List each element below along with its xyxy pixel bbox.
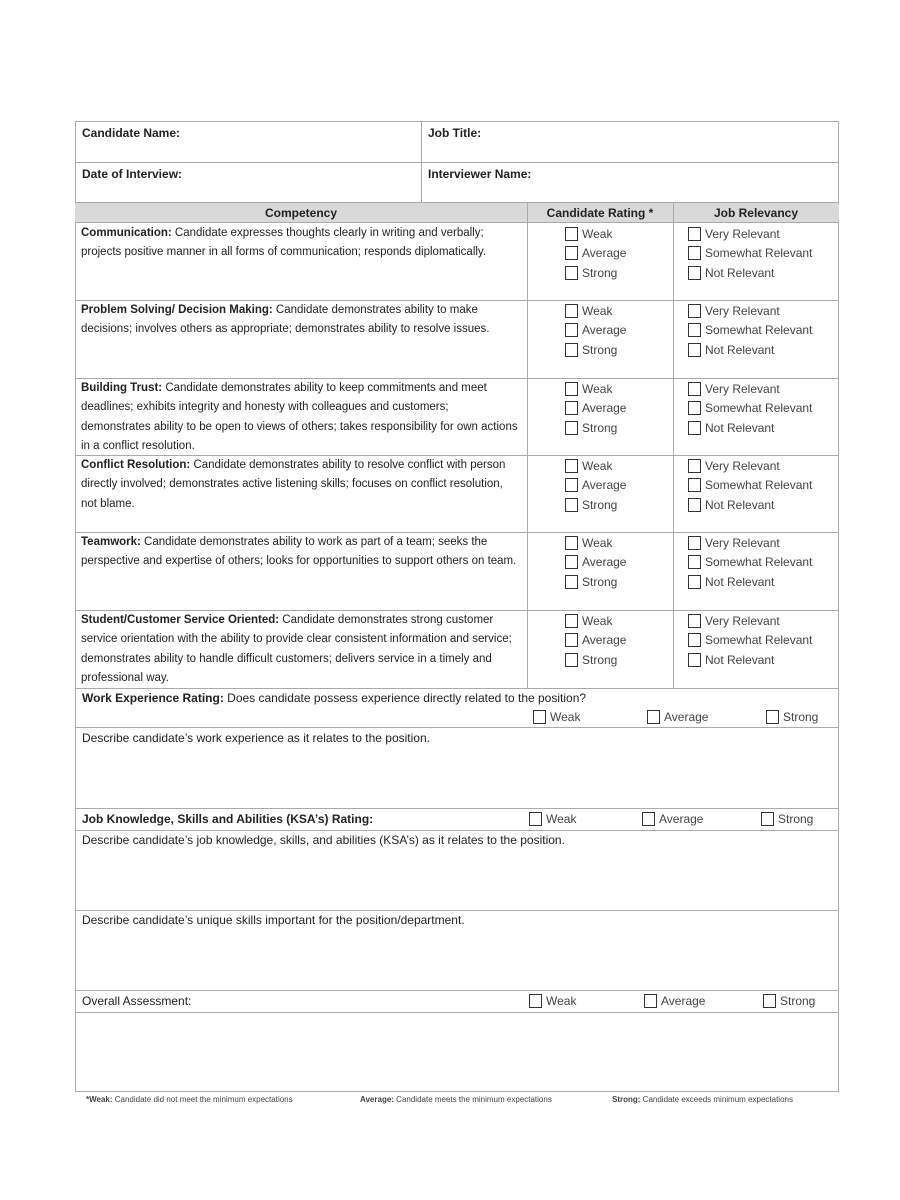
- relevancy-option-not-relevant[interactable]: [688, 573, 774, 591]
- checkbox-icon[interactable]: [688, 478, 701, 492]
- checkbox-icon[interactable]: [766, 710, 779, 724]
- option-label: Strong: [582, 420, 618, 435]
- rating-option-strong[interactable]: [565, 573, 617, 591]
- divider: [75, 455, 839, 456]
- option-label: Not Relevant: [705, 265, 775, 280]
- competency-description: [81, 224, 521, 263]
- competency-text: Candidate demonstrates ability to keep commitments and meet deadlines; exhibits integrity and honesty with colleagues and customers; demonstrates ability to be open to views of others; takes responsibility for own actions in a conflict resolution.: [81, 382, 518, 452]
- option-label: Weak: [546, 994, 577, 1008]
- option-label: Not Relevant: [705, 497, 775, 512]
- option-label: Strong: [582, 265, 618, 280]
- option-label: Very Relevant: [705, 536, 780, 550]
- rating-option-average[interactable]: [565, 399, 626, 417]
- checkbox-icon[interactable]: [565, 266, 578, 280]
- option-label: Weak: [582, 227, 613, 241]
- we-opts-strong[interactable]: [766, 708, 818, 726]
- option-label: Very Relevant: [705, 614, 780, 628]
- option-label: Weak: [550, 710, 581, 724]
- checkbox-icon[interactable]: [565, 459, 578, 473]
- divider: [75, 990, 839, 991]
- option-label: Weak: [582, 459, 613, 473]
- job-relevancy-header: Job Relevancy: [713, 206, 799, 220]
- date-of-interview-label: Date of Interview:: [82, 167, 183, 181]
- checkbox-icon[interactable]: [688, 304, 701, 318]
- option-label: Weak: [582, 536, 613, 550]
- checkbox-icon[interactable]: [688, 266, 701, 280]
- option-label: Very Relevant: [705, 227, 780, 241]
- relevancy-option-very-relevant[interactable]: [688, 457, 780, 475]
- rating-option-strong[interactable]: [565, 651, 617, 669]
- ksa-opts-weak[interactable]: [529, 810, 576, 828]
- relevancy-option-very-relevant[interactable]: [688, 534, 780, 552]
- candidate-rating-header: Candidate Rating *: [546, 206, 654, 220]
- rating-option-weak[interactable]: [565, 612, 612, 630]
- competency-description: [81, 456, 521, 514]
- relevancy-option-somewhat-relevant[interactable]: [688, 631, 812, 649]
- checkbox-icon[interactable]: [565, 575, 578, 589]
- checkbox-icon[interactable]: [688, 614, 701, 628]
- overall-assessment-label: Overall Assessment:: [82, 994, 192, 1008]
- relevancy-option-very-relevant[interactable]: [688, 302, 780, 320]
- option-label: Somewhat Relevant: [705, 633, 813, 648]
- option-label: Weak: [582, 614, 613, 628]
- checkbox-icon[interactable]: [688, 633, 701, 647]
- divider: [527, 202, 528, 688]
- candidate-name-label: Candidate Name:: [82, 126, 181, 140]
- option-label: Average: [582, 401, 627, 416]
- checkbox-icon[interactable]: [688, 343, 701, 357]
- competency-title: Building Trust:: [81, 382, 163, 394]
- option-label: Not Relevant: [705, 652, 775, 667]
- relevancy-option-somewhat-relevant[interactable]: [688, 321, 812, 339]
- rating-option-weak[interactable]: [565, 302, 612, 320]
- option-label: Average: [582, 555, 627, 570]
- competency-description: [81, 301, 521, 340]
- option-label: Average: [659, 812, 704, 826]
- job-title-label: Job Title:: [428, 126, 482, 140]
- checkbox-icon[interactable]: [688, 555, 701, 569]
- checkbox-icon[interactable]: [761, 812, 774, 826]
- competency-text: Candidate demonstrates ability to work as part of a team; seeks the perspective and expertise of others; looks for opportunities to support others on team.: [81, 536, 517, 568]
- option-label: Weak: [582, 382, 613, 396]
- option-label: Strong: [780, 994, 816, 1008]
- relevancy-option-not-relevant[interactable]: [688, 651, 774, 669]
- relevancy-option-not-relevant[interactable]: [688, 496, 774, 514]
- checkbox-icon[interactable]: [529, 812, 542, 826]
- option-label: Not Relevant: [705, 420, 775, 435]
- relevancy-option-not-relevant[interactable]: [688, 341, 774, 359]
- option-label: Strong: [582, 652, 618, 667]
- footer-weak-note: *Weak: Candidate did not meet the minimum expectations: [86, 1095, 293, 1104]
- divider: [75, 808, 839, 809]
- checkbox-icon[interactable]: [688, 246, 701, 260]
- relevancy-option-not-relevant[interactable]: [688, 264, 774, 282]
- divider: [75, 830, 839, 831]
- option-label: Not Relevant: [705, 574, 775, 589]
- divider: [75, 532, 839, 533]
- option-label: Average: [582, 246, 627, 261]
- relevancy-option-not-relevant[interactable]: [688, 419, 774, 437]
- ksa-opts-average[interactable]: [642, 810, 703, 828]
- checkbox-icon[interactable]: [642, 812, 655, 826]
- option-label: Strong: [783, 710, 819, 724]
- option-label: Average: [661, 994, 706, 1008]
- competency-title: Student/Customer Service Oriented:: [81, 614, 280, 626]
- checkbox-icon[interactable]: [688, 575, 701, 589]
- interviewer-name-label: Interviewer Name:: [428, 167, 532, 181]
- rating-option-average[interactable]: [565, 476, 626, 494]
- relevancy-option-somewhat-relevant[interactable]: [688, 553, 812, 571]
- checkbox-icon[interactable]: [688, 459, 701, 473]
- checkbox-icon[interactable]: [565, 478, 578, 492]
- checkbox-icon[interactable]: [688, 498, 701, 512]
- checkbox-icon[interactable]: [763, 994, 776, 1008]
- competency-description: [81, 379, 521, 456]
- option-label: Weak: [582, 304, 613, 318]
- option-label: Somewhat Relevant: [705, 478, 813, 493]
- checkbox-icon[interactable]: [565, 323, 578, 337]
- competency-title: Communication:: [81, 227, 172, 239]
- checkbox-icon[interactable]: [644, 994, 657, 1008]
- relevancy-option-very-relevant[interactable]: [688, 380, 780, 398]
- competency-text: Candidate expresses thoughts clearly in writing and verbally; projects positive manner in all forms of communication; responds diplomatically.: [81, 227, 487, 259]
- checkbox-icon[interactable]: [565, 343, 578, 357]
- divider: [75, 727, 839, 728]
- option-label: Strong: [582, 574, 618, 589]
- competency-text: Candidate demonstrates strong customer service orientation with the ability to provide clear consistent information and service; demonstrates ability to handle difficult customers; delivers service in a timely and professional way.: [81, 614, 512, 684]
- option-label: Average: [582, 478, 627, 493]
- option-label: Very Relevant: [705, 304, 780, 318]
- competency-description: [81, 611, 521, 688]
- checkbox-icon[interactable]: [565, 614, 578, 628]
- option-label: Very Relevant: [705, 459, 780, 473]
- checkbox-icon[interactable]: [565, 633, 578, 647]
- checkbox-icon[interactable]: [565, 536, 578, 550]
- competency-text: Candidate demonstrates ability to make decisions; involves others as appropriate; demonstrates ability to resolve issues.: [81, 304, 490, 336]
- checkbox-icon[interactable]: [565, 246, 578, 260]
- checkbox-icon[interactable]: [565, 227, 578, 241]
- checkbox-icon[interactable]: [565, 653, 578, 667]
- checkbox-icon[interactable]: [565, 421, 578, 435]
- option-label: Somewhat Relevant: [705, 323, 813, 338]
- rating-option-average[interactable]: [565, 244, 626, 262]
- ov-opts-weak[interactable]: [529, 992, 576, 1010]
- divider: [75, 378, 839, 379]
- option-label: Somewhat Relevant: [705, 246, 813, 261]
- option-label: Average: [582, 633, 627, 648]
- rating-option-weak[interactable]: [565, 380, 612, 398]
- rating-option-strong[interactable]: [565, 496, 617, 514]
- rating-option-weak[interactable]: [565, 225, 612, 243]
- checkbox-icon[interactable]: [565, 382, 578, 396]
- relevancy-option-very-relevant[interactable]: [688, 225, 780, 243]
- divider: [75, 610, 839, 611]
- option-label: Strong: [582, 342, 618, 357]
- checkbox-icon[interactable]: [529, 994, 542, 1008]
- competency-title: Teamwork:: [81, 536, 141, 548]
- ksa-opts-strong[interactable]: [761, 810, 813, 828]
- relevancy-option-very-relevant[interactable]: [688, 612, 780, 630]
- divider: [75, 688, 839, 689]
- competency-title: Conflict Resolution:: [81, 459, 191, 471]
- ov-opts-average[interactable]: [644, 992, 705, 1010]
- checkbox-icon[interactable]: [565, 498, 578, 512]
- checkbox-icon[interactable]: [533, 710, 546, 724]
- rating-option-weak[interactable]: [565, 534, 612, 552]
- checkbox-icon[interactable]: [688, 653, 701, 667]
- we-opts-weak[interactable]: [533, 708, 580, 726]
- footer-average-note: Average: Candidate meets the minimum expectations: [360, 1095, 552, 1104]
- work-experience-description-label: Describe candidate’s work experience as it relates to the position.: [82, 731, 430, 745]
- ov-opts-strong[interactable]: [763, 992, 815, 1010]
- rating-option-average[interactable]: [565, 631, 626, 649]
- checkbox-icon[interactable]: [688, 421, 701, 435]
- ksa-rating-label: Job Knowledge, Skills and Abilities (KSA’s) Rating:: [82, 812, 374, 826]
- relevancy-option-somewhat-relevant[interactable]: [688, 244, 812, 262]
- option-label: Strong: [778, 812, 814, 826]
- checkbox-icon[interactable]: [688, 382, 701, 396]
- we-opts-average[interactable]: [647, 708, 708, 726]
- relevancy-option-somewhat-relevant[interactable]: [688, 476, 812, 494]
- option-label: Weak: [546, 812, 577, 826]
- unique-skills-label: Describe candidate’s unique skills important for the position/department.: [82, 913, 465, 927]
- option-label: Strong: [582, 497, 618, 512]
- divider: [75, 162, 839, 163]
- option-label: Average: [664, 710, 709, 724]
- competency-text: Candidate demonstrates ability to resolve conflict with person directly involved; demonstrates active listening skills; focuses on conflict resolution, not blame.: [81, 459, 506, 510]
- checkbox-icon[interactable]: [688, 401, 701, 415]
- checkbox-icon[interactable]: [688, 227, 701, 241]
- checkbox-icon[interactable]: [565, 555, 578, 569]
- relevancy-option-somewhat-relevant[interactable]: [688, 399, 812, 417]
- divider: [75, 910, 839, 911]
- checkbox-icon[interactable]: [688, 536, 701, 550]
- competency-description: [81, 533, 521, 572]
- divider: [75, 300, 839, 301]
- rating-option-strong[interactable]: [565, 264, 617, 282]
- rating-option-average[interactable]: [565, 553, 626, 571]
- option-label: Average: [582, 323, 627, 338]
- option-label: Very Relevant: [705, 382, 780, 396]
- checkbox-icon[interactable]: [647, 710, 660, 724]
- option-label: Somewhat Relevant: [705, 401, 813, 416]
- option-label: Somewhat Relevant: [705, 555, 813, 570]
- ksa-description-label: Describe candidate’s job knowledge, skills, and abilities (KSA’s) as it relates to the position.: [82, 833, 565, 847]
- checkbox-icon[interactable]: [565, 401, 578, 415]
- competency-header: Competency: [264, 206, 338, 220]
- rating-option-strong[interactable]: [565, 419, 617, 437]
- rating-option-strong[interactable]: [565, 341, 617, 359]
- option-label: Not Relevant: [705, 342, 775, 357]
- divider: [75, 1012, 839, 1013]
- footer-strong-note: Strong: Candidate exceeds minimum expectations: [612, 1095, 793, 1104]
- work-experience-question: Work Experience Rating: Does candidate possess experience directly related to the position?: [82, 691, 587, 705]
- divider: [673, 202, 674, 688]
- divider: [421, 121, 422, 202]
- checkbox-icon[interactable]: [688, 323, 701, 337]
- checkbox-icon[interactable]: [565, 304, 578, 318]
- rating-option-weak[interactable]: [565, 457, 612, 475]
- competency-title: Problem Solving/ Decision Making:: [81, 304, 273, 316]
- rating-option-average[interactable]: [565, 321, 626, 339]
